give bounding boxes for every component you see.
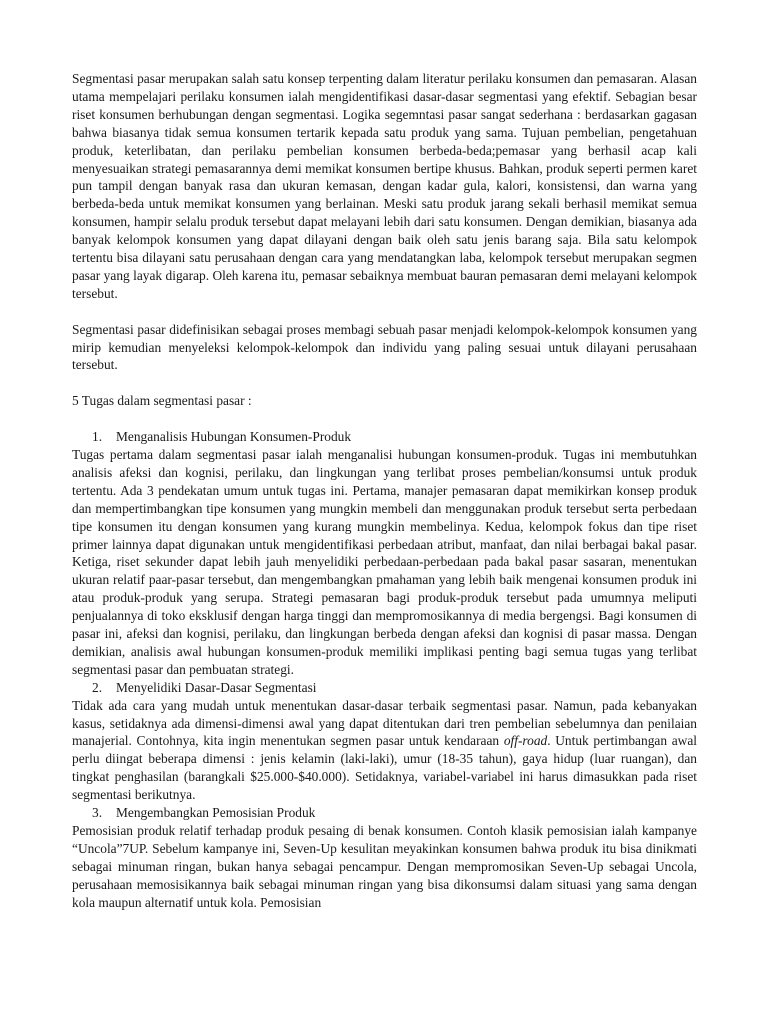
task-body-1: Tugas pertama dalam segmentasi pasar ialah menganalisi hubungan konsumen-produk. Tugas ini membutuhkan analisis afeksi dan kognisi, perilaku, dan lingkungan yang terlibat proses pembelian/konsumsi untuk produk tertentu. Ada 3 pendekatan umum untuk tugas ini. Pertama, manajer pemasaran dapat memikirkan konsep produk dan mempertimbangkan tipe konsumen yang mungkin membeli dan menggunakan produk tersebut serta perbedaan tipe konsumen itu dengan konsumen yang kurang mungkin membelinya. Kedua, kelompok fokus dan tipe riset primer lainnya dapat digunakan untuk mengidentifikasi perbedaan atribut, manfaat, dan nilai berbagai bakal pasar. Ketiga, riset sekunder dapat lebih jauh menyelidiki perbedaan-perbedaan pada bakal pasar sasaran, menentukan ukuran relatif paar-pasar tersebut, dan mengembangkan pmahaman yang lebih baik mengenai konsumen produk ini atau produk-produk yang serupa. Strategi pemasaran bagi produk-produk tersebut pada umumnya meliputi penjualannya di toko eksklusif dengan harga tinggi dan mempromosikannya di media bergengsi. Bagi konsumen di pasar ini, afeksi dan kognisi, perilaku, dan lingkungan berbeda dengan afeksi dan kognisi di pasar massa. Dengan demikian, analisis awal hubungan konsumen-produk memiliki implikasi penting bagi semua tugas yang terlibat segmentasi pasar dan pembuatan strategi. [72,446,697,677]
intro-paragraph-2: Segmentasi pasar didefinisikan sebagai proses membagi sebuah pasar menjadi kelompok-kelompok konsumen yang mirip kemudian menyeleksi kelompok-kelompok dan individu yang paling sesuai untuk dilayani perusahaan tersebut. [72,321,697,373]
task-title: Menganalisis Hubungan Konsumen-Produk [116,429,352,445]
task-heading-2 [72,679,697,697]
task-body-italic: off-road [503,733,548,749]
intro-paragraph-1: Segmentasi pasar merupakan salah satu konsep terpenting dalam literatur perilaku konsumen dan pemasaran. Alasan utama mempelajari perilaku konsumen ialah mengidentifikasi dasar-dasar segmentasi yang efektif. Sebagian besar riset konsumen berhubungan dengan segmentasi. Logika segemntasi pasar sangat sederhana : berdasarkan gagasan bahwa biasanya tidak semua konsumen tertarik kepada satu produk yang sama. Tujuan pembelian, pengetahuan produk, keterlibatan, dan perilaku pembelian konsumen berbeda-beda;pemasar yang berhasil acap kali menyesuaikan strategi pemasarannya demi memikat konsumen bertipe khusus. Bahkan, produk seperti permen karet pun tampil dengan banyak rasa dan ukuran kemasan, dengan kadar gula, kalori, konsistensi, dan warna yang berbeda-beda untuk memikat konsumen yang berlainan. Meski satu produk jarang sekali berhasil memikat semua konsumen, hampir selalu produk tersebut dapat melayani lebih dari satu konsumen. Dengan demikian, biasanya ada banyak kelompok konsumen yang dapat dilayani dengan baik oleh satu jenis barang saja. Bila satu kelompok tertentu bisa dilayani satu perusahaan dengan cara yang mendatangkan laba, kelompok tersebut merupakan segmen pasar yang layak digarap. Oleh karena itu, pemasar sebaiknya membuat bauran pemasaran demi melayani kelompok tersebut. [72,71,697,301]
task-body-2 [72,697,697,804]
task-heading-3 [72,804,697,822]
task-body-text: Tidak ada cara yang mudah untuk menentukan dasar-dasar terbaik segmentasi pasar. Namun, pada kebanyakan kasus, setidaknya ada dimensi-dimensi awal yang dapat ditentukan dari tren pembelian sebelumnya dan penilaian manajerial. Contohnya, kita ingin menentukan segmen pasar untuk kendaraan [72,697,697,749]
task-body-3: Pemosisian produk relatif terhadap produk pesaing di benak konsumen. Contoh klasik pemosisian ialah kampanye “Uncola”7UP. Sebelum kampanye ini, Seven-Up kesulitan meyakinkan konsumen bahwa produk itu bisa dinikmati sebagai minuman ringan, bukan hanya sebagai pencampur. Dengan mempromosikan Seven-Up sebagai Uncola, perusahaan memosisikannya baik sebagai minuman ringan yang bisa dikonsumsi dalam situasi yang sama dengan kola maupun alternatif untuk kola. Pemosisian [72,823,697,910]
document-page [72,70,697,912]
task-number: 1. [92,429,103,445]
paragraph-gap [72,303,697,321]
task-number: 2. [92,679,103,695]
task-title: Mengembangkan Pemosisian Produk [116,805,316,821]
tasks-heading: 5 Tugas dalam segmentasi pasar : [72,393,252,409]
paragraph-gap [72,410,697,428]
task-body-text: . Untuk pertimbangan awal perlu diingat beberapa dimensi : jenis kelamin (laki-laki), umur (18-35 tahun), gaya hidup (luar ruangan), dan tingkat penghasilan (barangkali $25.000-$40.000). Setidaknya, variabel-variabel ini harus dimasukkan pada riset segmentasi berikutnya. [72,733,697,803]
paragraph-gap [72,374,697,392]
task-number: 3. [92,805,103,821]
task-heading-1 [72,428,697,446]
task-title: Menyelidiki Dasar-Dasar Segmentasi [116,679,317,695]
